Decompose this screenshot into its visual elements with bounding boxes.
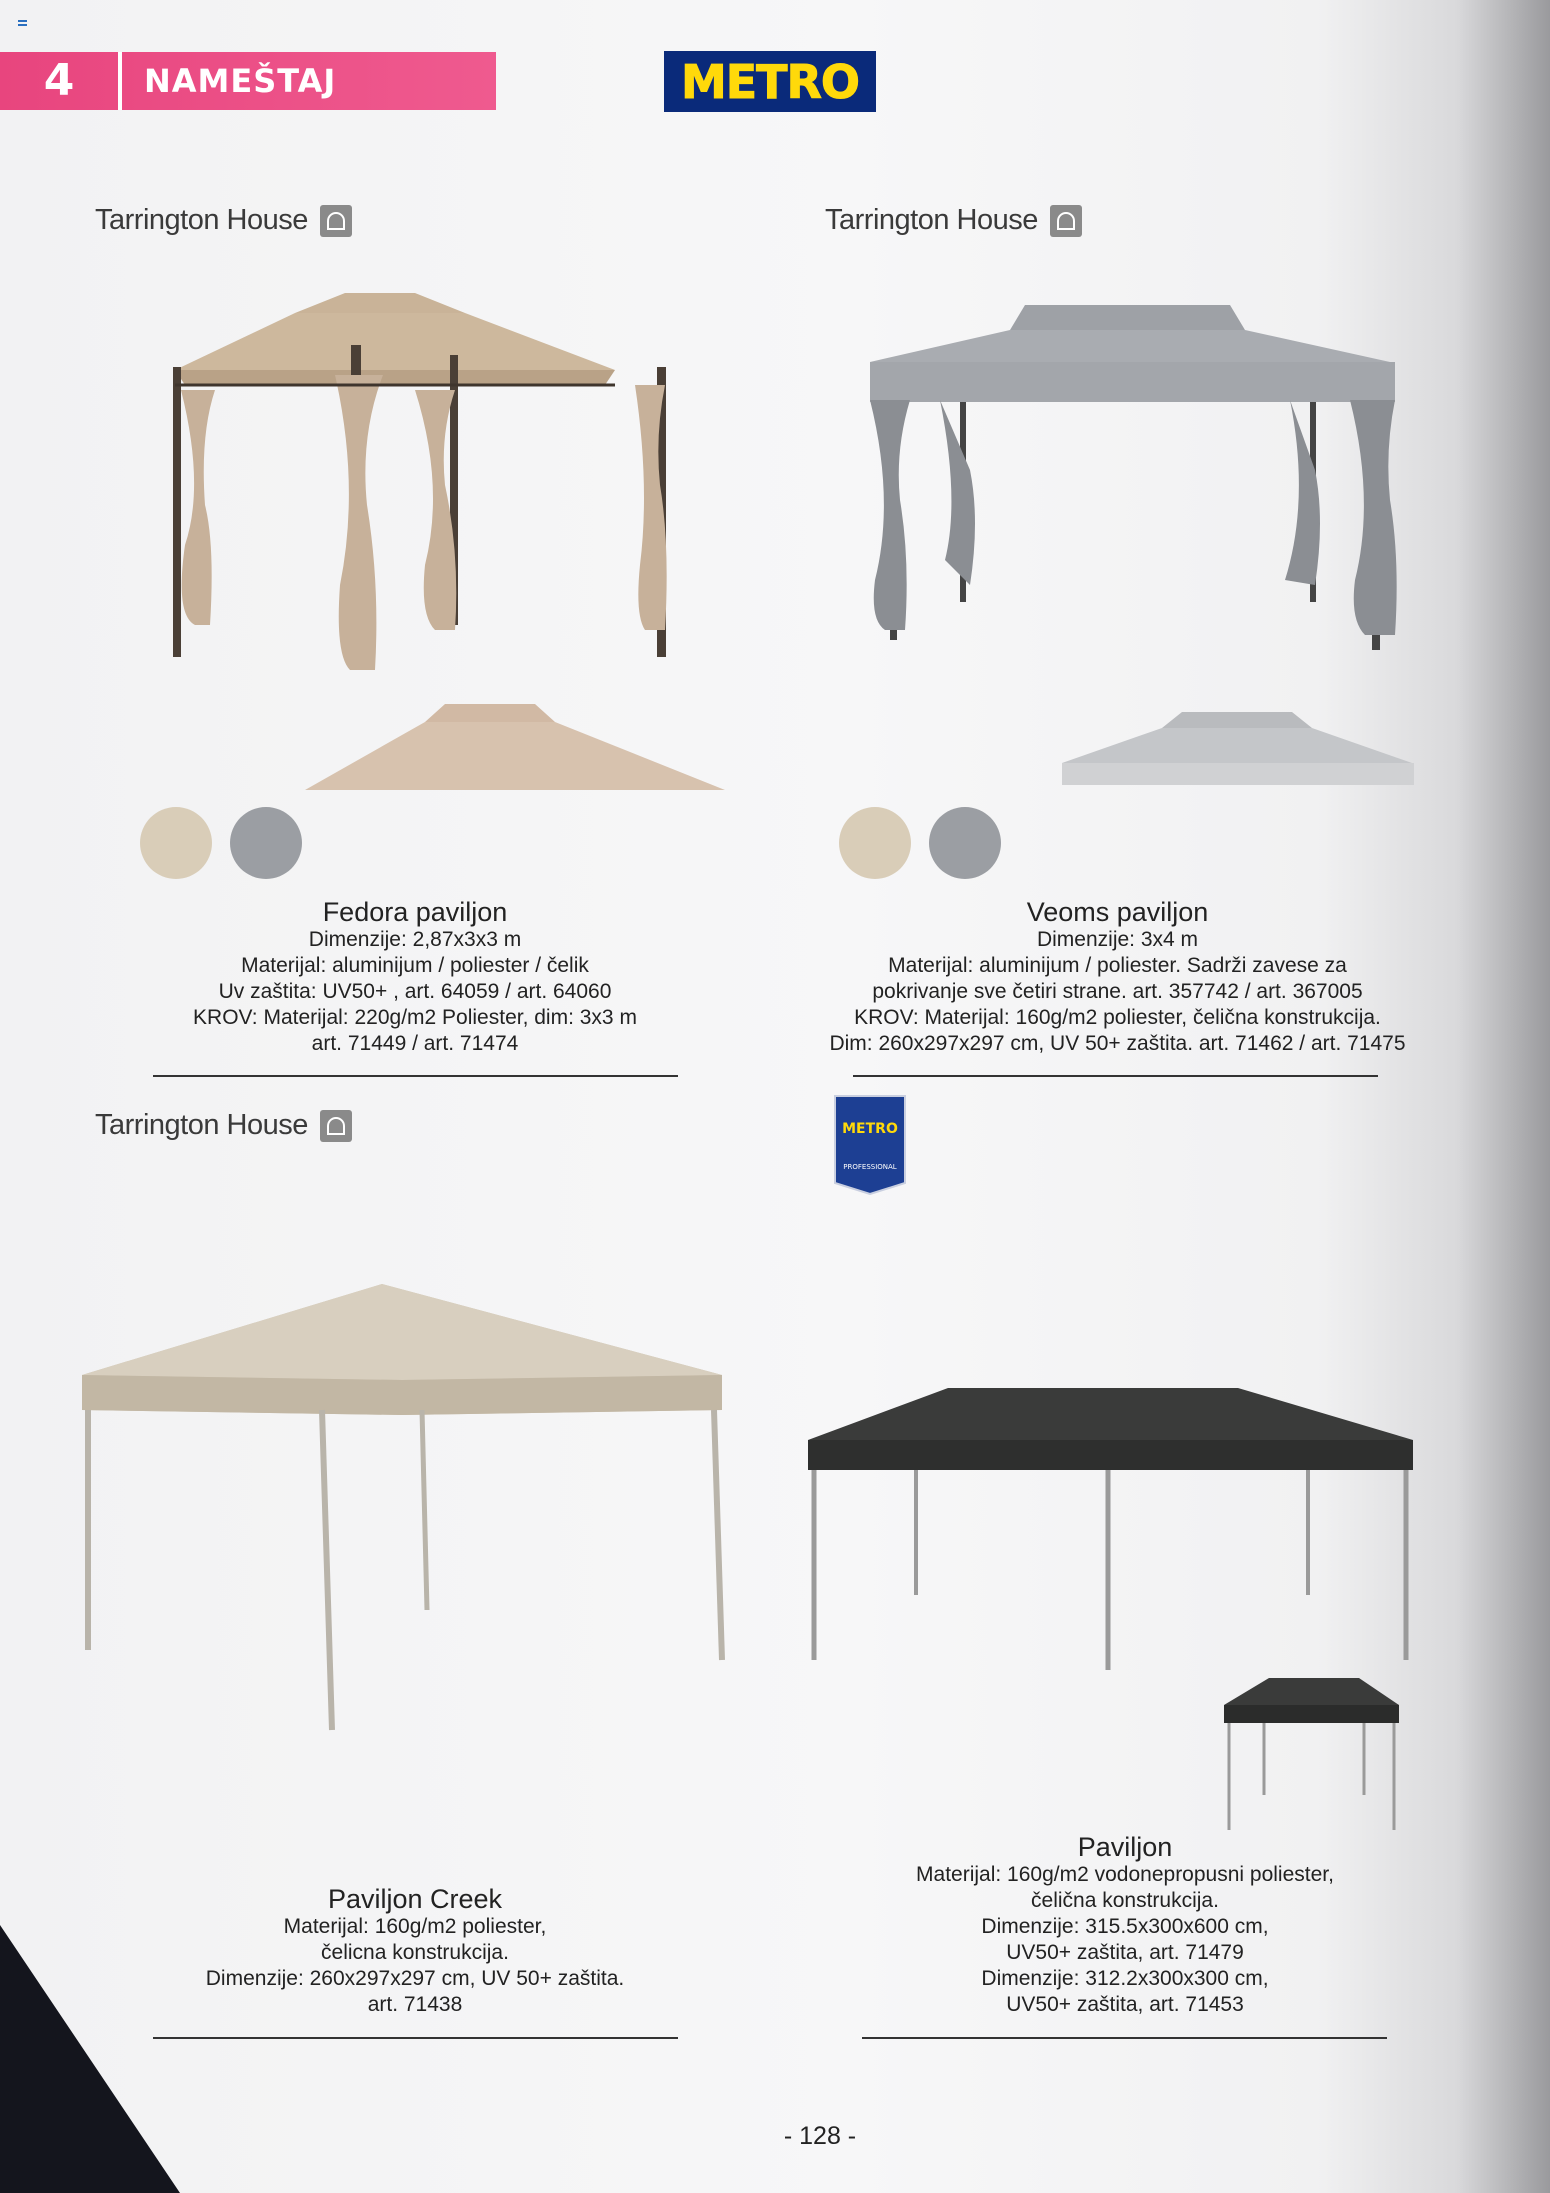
color-swatch-beige[interactable] xyxy=(839,807,911,879)
product-line: Dimenzije: 2,87x3x3 m xyxy=(308,928,522,951)
color-swatch-grey[interactable] xyxy=(929,807,1001,879)
product-name: Paviljon xyxy=(1077,1832,1173,1862)
product-line: čelicna konstrukcija. xyxy=(321,1941,509,1964)
product-line: Dimenzije: 315.5x300x600 cm, xyxy=(981,1915,1269,1938)
product-line: Dimenzije: 3x4 m xyxy=(1036,928,1199,951)
product-line: Materijal: 160g/m2 poliester, xyxy=(283,1915,547,1938)
product-line: Materijal: aluminijum / poliester / čelik xyxy=(241,954,589,977)
product-line: Dimenzije: 260x297x297 cm, UV 50+ zaštita. xyxy=(205,1967,625,1990)
product-name: Fedora paviljon xyxy=(322,897,508,927)
section-title: NAMEŠTAJ xyxy=(144,62,337,100)
product-veoms xyxy=(780,897,1455,1057)
creek-gazebo-image xyxy=(82,1280,732,1740)
divider xyxy=(153,1075,678,1077)
divider xyxy=(862,2037,1387,2039)
brand-label-text: Tarrington House xyxy=(825,204,1038,236)
menu-icon[interactable] xyxy=(18,20,27,26)
color-swatch-beige[interactable] xyxy=(140,807,212,879)
product-line: art. 71449 / art. 71474 xyxy=(311,1032,519,1055)
product-line: pokrivanje sve četiri strane. art. 357742 / art. 367005 xyxy=(872,980,1363,1003)
product-line: Materijal: 160g/m2 vodonepropusni poliester, xyxy=(916,1863,1334,1886)
metro-logo xyxy=(664,51,876,112)
color-swatch-grey[interactable] xyxy=(230,807,302,879)
brand-label-text: Tarrington House xyxy=(95,1109,308,1141)
black-gazebo-small-image xyxy=(1224,1675,1404,1835)
product-creek xyxy=(110,1884,720,2018)
product-line: Uv zaštita: UV50+ , art. 64059 / art. 64060 xyxy=(218,980,612,1003)
product-line: Dimenzije: 312.2x300x300 cm, xyxy=(981,1967,1269,1990)
veoms-roof-image xyxy=(1062,708,1414,798)
section-tab xyxy=(0,52,496,110)
brand-label xyxy=(825,204,1082,237)
veoms-gazebo-image xyxy=(860,300,1420,660)
product-line: UV50+ zaštita, art. 71479 xyxy=(1006,1941,1244,1964)
metro-professional-top: METRO xyxy=(842,1121,898,1137)
product-line: art. 71438 xyxy=(367,1993,463,2016)
product-line: KROV: Materijal: 220g/m2 Poliester, dim: 3x3 m xyxy=(193,1006,637,1029)
corner-decoration xyxy=(0,1925,180,2193)
page-number: - 128 - xyxy=(783,2122,857,2150)
house-icon xyxy=(320,1110,352,1142)
product-paviljon xyxy=(815,1832,1435,2018)
product-name: Veoms paviljon xyxy=(1026,897,1209,927)
fedora-roof-image xyxy=(305,700,725,800)
divider xyxy=(153,2037,678,2039)
house-icon xyxy=(320,205,352,237)
house-icon xyxy=(1050,205,1082,237)
product-fedora xyxy=(110,897,720,1057)
section-number: 4 xyxy=(0,52,122,110)
brand-label xyxy=(95,1109,352,1142)
product-name: Paviljon Creek xyxy=(327,1884,503,1914)
product-line: UV50+ zaštita, art. 71453 xyxy=(1006,1993,1244,2016)
product-line: Materijal: aluminijum / poliester. Sadrži zavese za xyxy=(888,954,1347,977)
divider xyxy=(853,1075,1378,1077)
brand-label xyxy=(95,204,352,237)
metro-professional-bottom: PROFESSIONAL xyxy=(843,1163,897,1171)
product-line: KROV: Materijal: 160g/m2 poliester, čelična konstrukcija. xyxy=(854,1006,1381,1029)
brand-label-text: Tarrington House xyxy=(95,204,308,236)
product-line: čelična konstrukcija. xyxy=(1031,1889,1219,1912)
metro-logo-text: METRO xyxy=(680,54,860,109)
black-gazebo-large-image xyxy=(808,1385,1418,1675)
fedora-gazebo-image xyxy=(145,285,685,685)
product-line: Dim: 260x297x297 cm, UV 50+ zaštita. art. 71462 / art. 71475 xyxy=(829,1032,1406,1055)
metro-professional-badge xyxy=(834,1095,906,1195)
